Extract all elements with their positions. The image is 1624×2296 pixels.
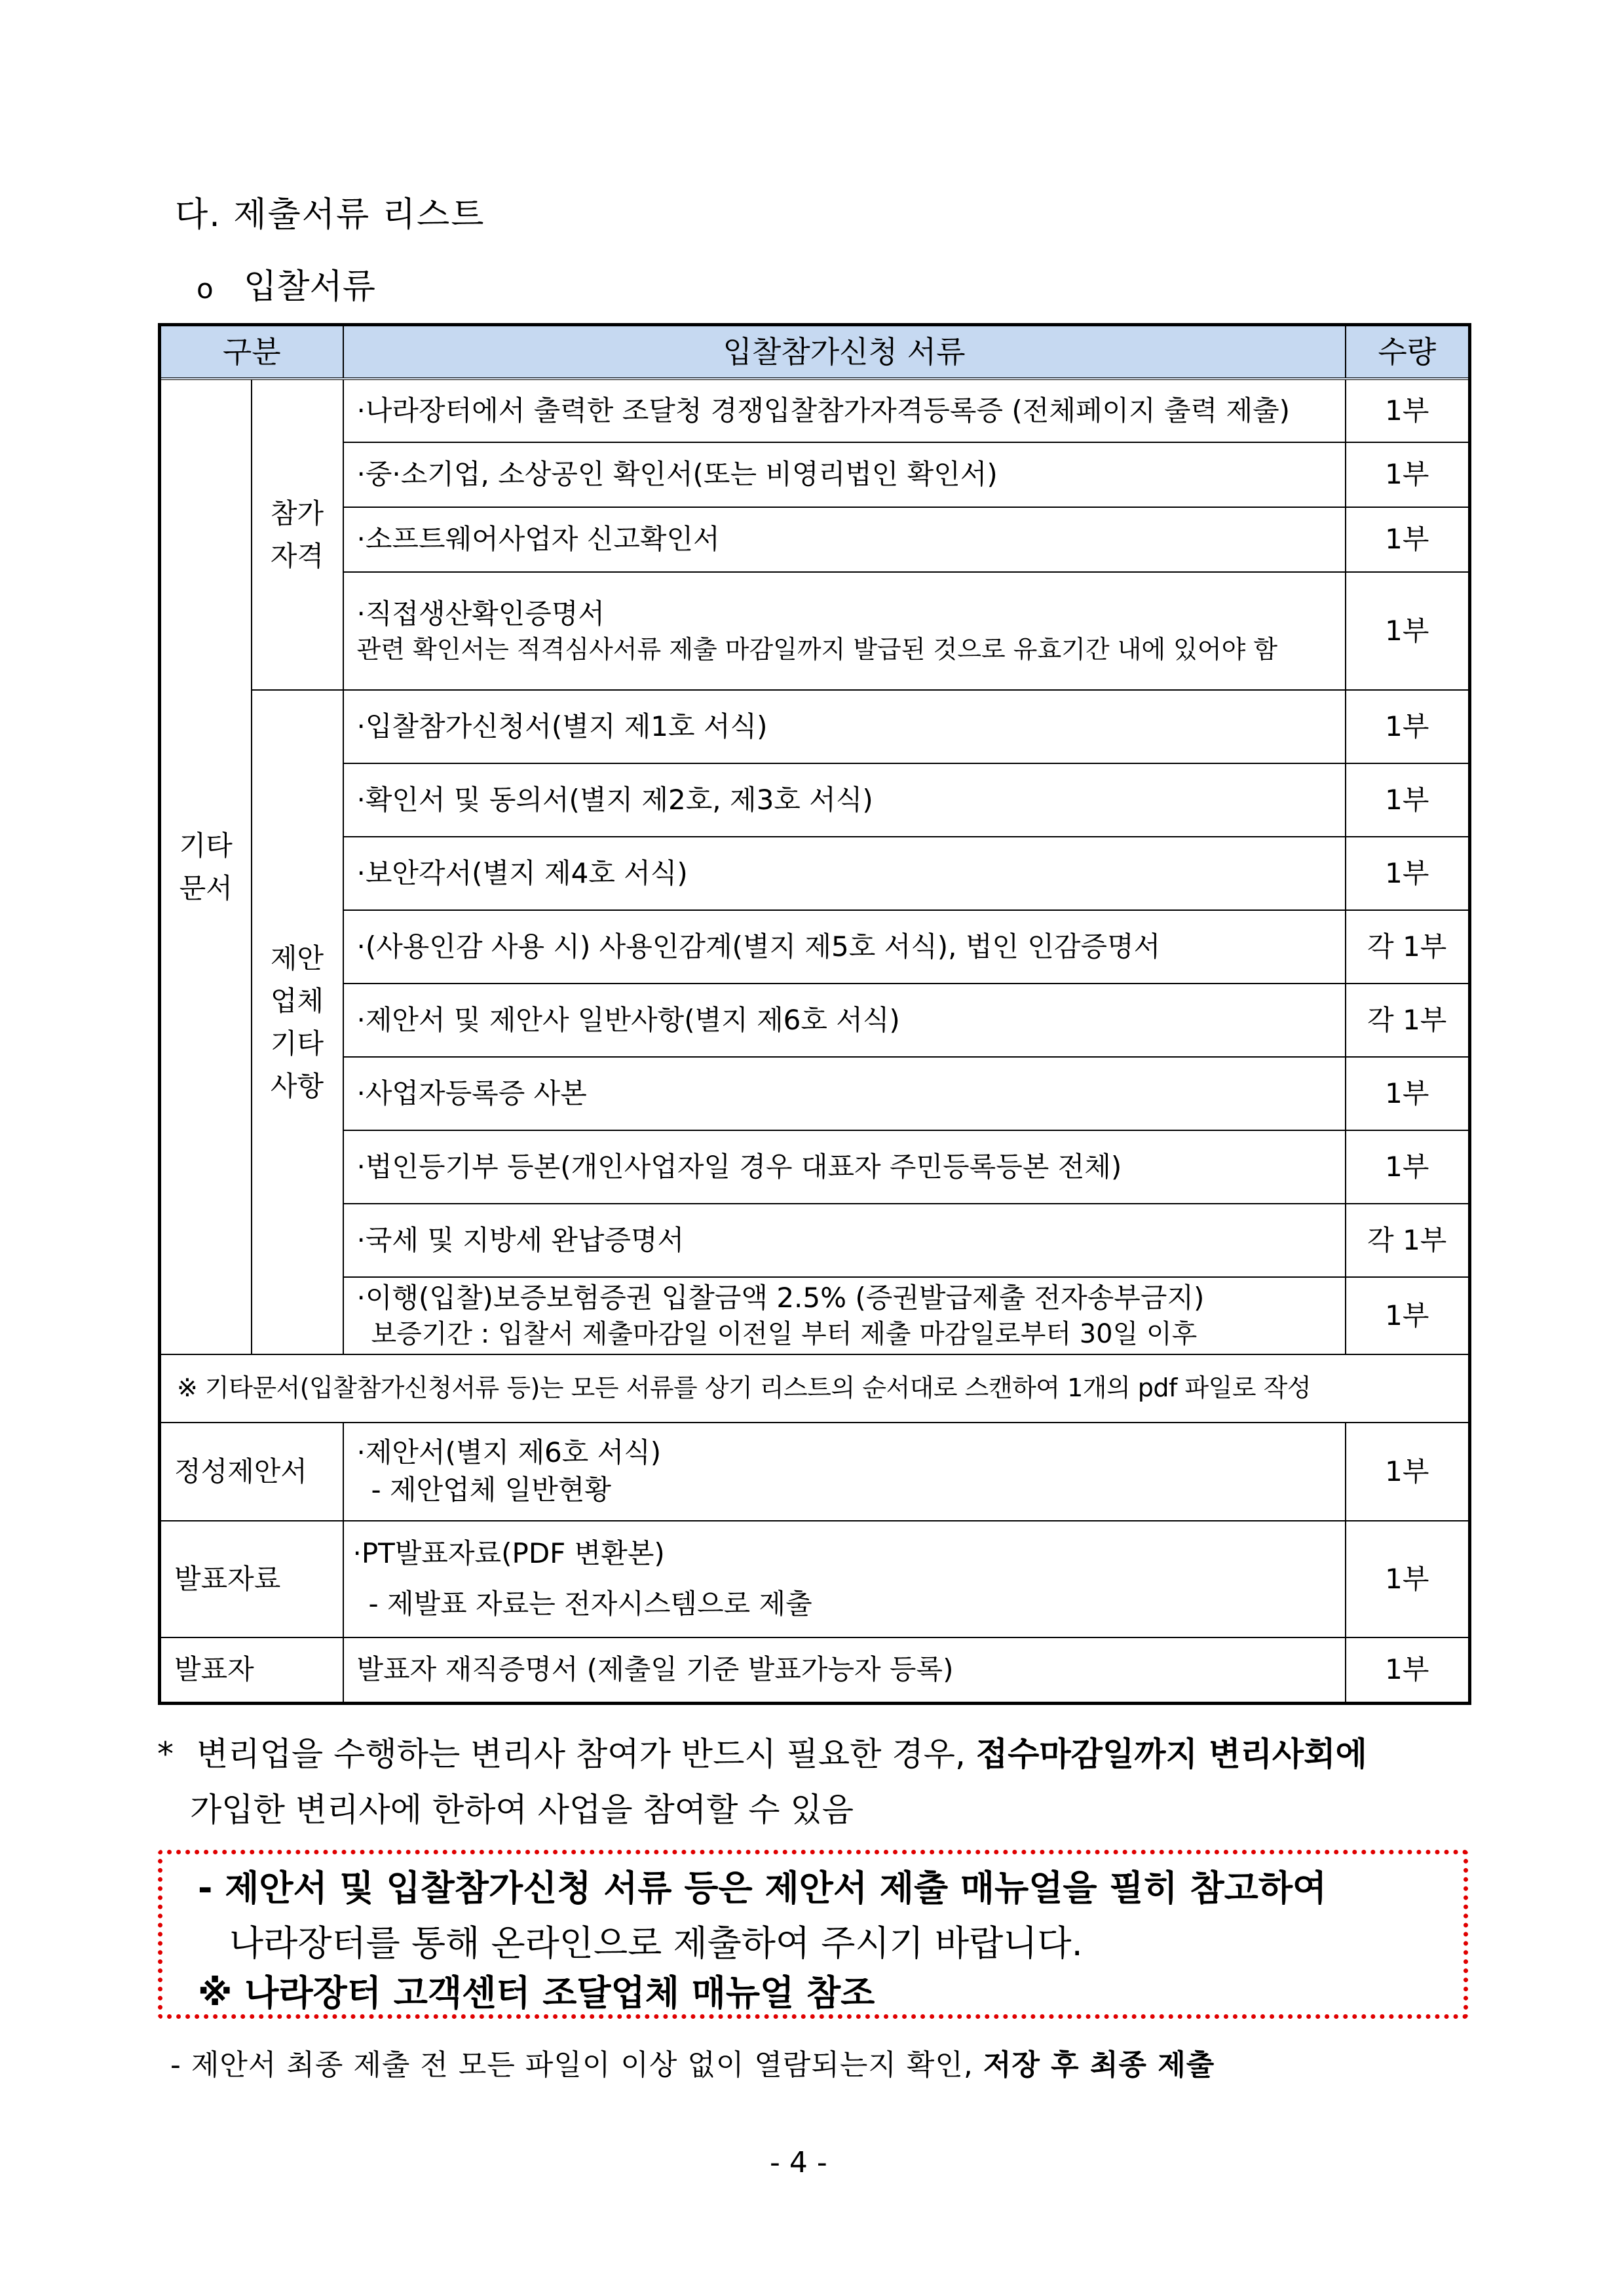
table-row (160, 379, 1470, 442)
row-item: ·국세 및 지방세 완납증명서 (343, 1204, 1346, 1277)
table-row (160, 984, 1470, 1057)
header-quantity: 수량 (1346, 325, 1470, 379)
table-row (160, 690, 1470, 763)
table-note: ※ 기타문서(입찰참가신청서류 등)는 모든 서류를 상기 리스트의 순서대로 스캔하여 1개의 pdf 파일로 작성 (160, 1354, 1470, 1423)
row-qty: 1부 (1346, 1521, 1470, 1637)
row-item-title: ·직접생산확인증명서 (356, 598, 605, 630)
final-check-bold: 저장 후 최종 제출 (983, 2048, 1215, 2082)
table-row (160, 1204, 1470, 1277)
row-item: ·보안각서(별지 제4호 서식) (343, 837, 1346, 910)
table-note-row (160, 1354, 1470, 1423)
row-label: 발표자료 (160, 1521, 343, 1637)
row-qty: 1부 (1346, 1637, 1470, 1703)
notice-bold-text: 접수마감일까지 변리사회에 (975, 1735, 1367, 1773)
page-number: - 4 - (770, 2146, 827, 2179)
row-qty: 각 1부 (1346, 910, 1470, 984)
section-heading: 다. 제출서류 리스트 (175, 195, 485, 235)
row-item: ·입찰참가신청서(별지 제1호 서식) (343, 690, 1346, 763)
header-category: 구분 (160, 325, 343, 379)
header-documents: 입찰참가신청 서류 (343, 325, 1346, 379)
sub-heading-text: 입찰서류 (244, 267, 375, 307)
row-qty: 1부 (1346, 837, 1470, 910)
row-item: ·확인서 및 동의서(별지 제2호, 제3호 서식) (343, 763, 1346, 837)
row-item-sub: 관련 확인서는 적격심사서류 제출 마감일까지 발급된 것으로 유효기간 내에 있어야 함 (356, 634, 1278, 664)
asterisk-icon: * (157, 1735, 174, 1773)
row-item-sub: - 제발표 자료는 전자시스템으로 제출 (368, 1588, 812, 1620)
group-label-other-docs: 기타문서 (160, 379, 252, 1354)
row-item-title: ·이행(입찰)보증보험증권 입찰금액 2.5% (증권발급제출 전자송부금지) (356, 1281, 1205, 1314)
row-item: ·사업자등록증 사본 (343, 1057, 1346, 1130)
row-item: 발표자 재직증명서 (제출일 기준 발표가능자 등록) (343, 1637, 1346, 1703)
row-item: ·소프트웨어사업자 신고확인서 (343, 507, 1346, 572)
documents-table (158, 323, 1471, 1705)
row-qty: 1부 (1346, 690, 1470, 763)
sub-heading (197, 259, 375, 308)
row-item-sub: 보증기간 : 입찰서 제출마감일 이전일 부터 제출 마감일로부터 30일 이후 (371, 1319, 1198, 1350)
table-row (160, 442, 1470, 507)
redbox-line-2: 나라장터를 통해 온라인으로 제출하여 주시기 바랍니다. (229, 1923, 1083, 1964)
row-item-title: ·PT발표자료(PDF 변환본) (352, 1537, 665, 1570)
row-qty: 1부 (1346, 379, 1470, 442)
bullet-icon: o (197, 273, 214, 305)
row-label: 정성제안서 (160, 1423, 343, 1521)
row-item-title: ·제안서(별지 제6호 서식) (356, 1436, 662, 1469)
row-qty: 각 1부 (1346, 984, 1470, 1057)
row-item: ·(사용인감 사용 시) 사용인감계(별지 제5호 서식), 법인 인감증명서 (343, 910, 1346, 984)
table-row (160, 1057, 1470, 1130)
table-row (160, 1277, 1470, 1354)
table-row (160, 1423, 1470, 1521)
group-label-qualification: 참가자격 (252, 379, 343, 690)
final-check-note: - 제안서 최종 제출 전 모든 파일이 이상 없이 열람되는지 확인, 저장 후 최종 제출 (170, 2048, 1215, 2082)
row-qty: 각 1부 (1346, 1204, 1470, 1277)
notice-line-2: 가입한 변리사에 한하여 사업을 참여할 수 있음 (190, 1791, 854, 1829)
table-row (160, 507, 1470, 572)
row-item-sub: - 제안업체 일반현황 (371, 1474, 611, 1506)
row-item (343, 1423, 1346, 1521)
redbox-line-1: - 제안서 및 입찰참가신청 서류 등은 제안서 제출 매뉴얼을 필히 참고하여 (198, 1867, 1327, 1909)
submission-notice-box (158, 1850, 1468, 2019)
table-row (160, 572, 1470, 690)
row-qty: 1부 (1346, 572, 1470, 690)
row-qty: 1부 (1346, 507, 1470, 572)
table-row (160, 1521, 1470, 1637)
row-item: ·제안서 및 제안사 일반사항(별지 제6호 서식) (343, 984, 1346, 1057)
table-header-row (160, 325, 1470, 379)
row-item (343, 1521, 1346, 1637)
table-row (160, 1637, 1470, 1703)
row-qty: 1부 (1346, 1057, 1470, 1130)
row-item (343, 1277, 1346, 1354)
table-row (160, 1130, 1470, 1204)
row-item: ·중·소기업, 소상공인 확인서(또는 비영리법인 확인서) (343, 442, 1346, 507)
row-qty: 1부 (1346, 1277, 1470, 1354)
row-item: ·법인등기부 등본(개인사업자일 경우 대표자 주민등록등본 전체) (343, 1130, 1346, 1204)
row-label: 발표자 (160, 1637, 343, 1703)
row-item: ·나라장터에서 출력한 조달청 경쟁입찰참가자격등록증 (전체페이지 출력 제출) (343, 379, 1346, 442)
patent-attorney-notice (157, 1727, 1481, 1838)
table-row (160, 837, 1470, 910)
redbox-line-3: ※ 나라장터 고객센터 조달업체 매뉴얼 참조 (198, 1972, 875, 2014)
row-qty: 1부 (1346, 1130, 1470, 1204)
row-qty: 1부 (1346, 763, 1470, 837)
table-row (160, 763, 1470, 837)
row-qty: 1부 (1346, 1423, 1470, 1521)
group-label-etc: 제안업체기타사항 (252, 690, 343, 1354)
row-qty: 1부 (1346, 442, 1470, 507)
notice-line-1: * 변리업을 수행하는 변리사 참여가 반드시 필요한 경우, 접수마감일까지 변리사회에 (157, 1727, 1481, 1782)
table-row (160, 910, 1470, 984)
row-item (343, 572, 1346, 690)
